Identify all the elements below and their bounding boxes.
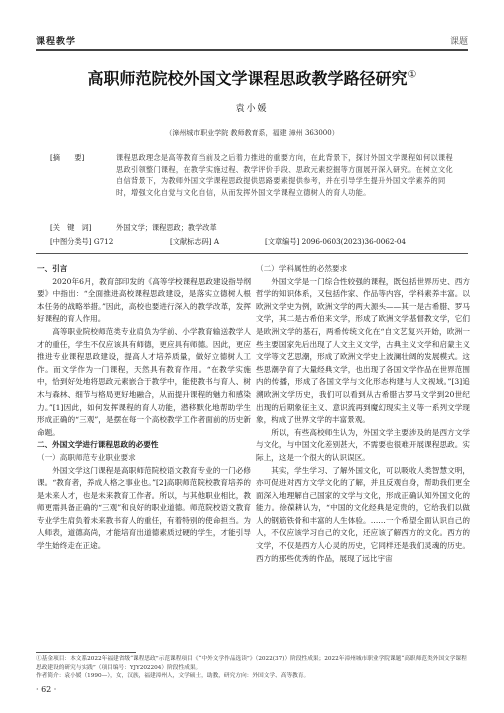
class-number: [中图分类号] G712 (50, 237, 114, 246)
body-column-left (37, 263, 251, 553)
subsection-heading: （二）学科属性的必然要求 (256, 264, 348, 273)
abstract-label: [摘 要] (50, 153, 85, 162)
paragraph: 其实，学生学习、了解外国文化，可以吸收人类智慧文明，亦可促进对西方文学文化的了解，并且反观自身，帮助我们更全面深入地理解自己国家的文学与文化，形成正确认知外国文化的能力。徐葆耕认为，“中国的文化经典是定贵的，它给我们以做人的钢筋铁骨和丰富的人生体验。……一个希望全面认识自己的人，不仅应该学习自己的文化，还应该了解西方的文化。西方的文学，不仅是西方人心灵的历史，它同样还是我们灵魂的历史。西方的那些优秀的作品，展现了远比宇宙 (256, 465, 470, 563)
header-rule (36, 49, 468, 51)
classification-row (50, 236, 454, 248)
section-label: 课题 (449, 37, 468, 47)
footnote-rule (36, 652, 136, 653)
running-header (36, 34, 468, 50)
keywords-block (50, 222, 454, 234)
article-title (0, 66, 504, 89)
abstract-block (50, 152, 454, 198)
footnote-block (36, 655, 468, 681)
keywords-label: [关 键 词] (50, 223, 92, 232)
title-text: 高职师范院校外国文学课程思政教学路径研究 (87, 69, 408, 88)
keywords-text: 外国文学；课程思政；教学改革 (116, 223, 217, 232)
author-name: 袁小媛 (235, 104, 269, 114)
article-number: [文章编号] 2096-0603(2023)36-0062-04 (265, 237, 406, 246)
author-affiliation: （漳州城市职业学院 教师教育系，福建 漳州 363000） (165, 129, 339, 137)
subsection-heading: （一）高职师范专业职业要求 (37, 452, 136, 462)
body-column-right (256, 263, 470, 565)
abstract-text: 课程思政理念是高等教育当前及之后着力推进的重要方向，在此背景下，探讨外国文学课程如何以课程思政引领整门课程，在教学实施过程、教学评价手段、思政元素挖掘等方面展开深入研究。在树立文化自信背景下，为教师外国文学课程思政提供思路要素提供参考，并在引导学生提升外国文学素养的同时，增强文化自觉与文化自信，从而发挥外国文学课程立德树人的育人功能。 (116, 153, 453, 197)
journal-column-name: 课程教学 (36, 37, 77, 47)
paragraph: 2020年6月，教育部印发的《高等学校课程思政建设指导纲要》中指出：“全面推进高校课程思政建设，是落实立德树人根本任务的战略举措。”因此，高校也要进行深入的教学改革，发挥好课程的育人作用。 (37, 276, 251, 324)
fund-note: ①基金项目：本文系2022年福建省级“课程思政”示范课程项目《“中外文学作品选读”》（2022(37)）阶段性成果；2022年漳州城市职业学院课题“高职师范类外国文学课程思政建设的研究与实践”（项目编号：YJY202204）阶段性成果。 (36, 656, 467, 671)
paragraph: 外国文学这门课程是高职师范院校语文教育专业的一门必修课。“教育者，养成人格之事业也。”[2]高职师范院校教育培养的是未来人才，也是未来教育工作者。所以，与其他职业相比，教师更需具备正确的“三观”和良好的职业道德。师范院校语文教育专业学生肩负着未来教书育人的重任，有着特别的使命担当。为人师表，道德高尚，才能培育出道德素质过硬的学生，才能引导学生始终走在正途。 (37, 465, 251, 551)
page-number: · 62 · (36, 685, 57, 694)
section-heading-intro: 一、引言 (37, 264, 68, 273)
title-footnote-marker: ① (407, 69, 417, 81)
document-code: [文献标志码] A (170, 237, 220, 246)
author-bio: 作者简介：袁小媛（1990—），女，汉族，福建漳州人，文学硕士，助教，研究方向：外国文学、高等教育。 (36, 673, 310, 680)
paragraph: 所以，有些高校师生认为，外国文学主要涉及的是西方文学与文化，与中国文化差别甚大，不需要也很难开展课程思政。实际上，这是一个很大的认识误区。 (256, 427, 470, 462)
paragraph: 高等职业院校师范类专业肩负为学前、小学教育输送教学人才的重任，学生不仅应该具有师德，更应具有师德。因此，更应推进专业课程思政建设，提高人才培养质量，做好立德树人工作。而文学作为一门课程，天然具有教育作用。“在教学实施中，恰到好处地将思政元素嵌合于教学中，能使教书与育人、树木与森林、细节与格局更好地融合，从而提升课程的魅力和感染力。”[1]因此，如何发挥课程的育人功能，潜移默化地帮助学生形成正确的“三观”，是摆在每一个高校教学工作者面前的历史新命题。 (37, 326, 251, 437)
meta-divider (36, 253, 468, 254)
paragraph: 外国文学是一门综合性较强的课程，既包括世界历史、西方哲学的知识体系，又包括作家、作品等内容，学科素养丰富。以欧洲文学史为例，欧洲文学的两大源头——其一是古希腊、罗马文学，其二是古希伯来文学，形成了欧洲文学基督教文学，它们是欧洲文学的基石，两希传统文化在“自文艺复兴开始，欧洲一些主要国家先后出现了人文主义文学，古典主义文学和启蒙主义文学等文艺思潮，形成了欧洲文学史上波澜壮阔的发展模式。这些思潮孕育了大量经典文学，也出现了各国文学作品在世界范围内的传播，形成了各国文学与文化形态构建与人文视域。”[3]追溯欧洲文学历史，我们可以看到从古希腊古罗马文学到20世纪出现的后期象征主义、意识流再到魔幻现实主义等一系列文学现象，构成了世界文学的丰富景观。 (256, 276, 470, 425)
section-heading-necessity: 二、外国文学进行课程思政的必要性 (37, 440, 159, 450)
